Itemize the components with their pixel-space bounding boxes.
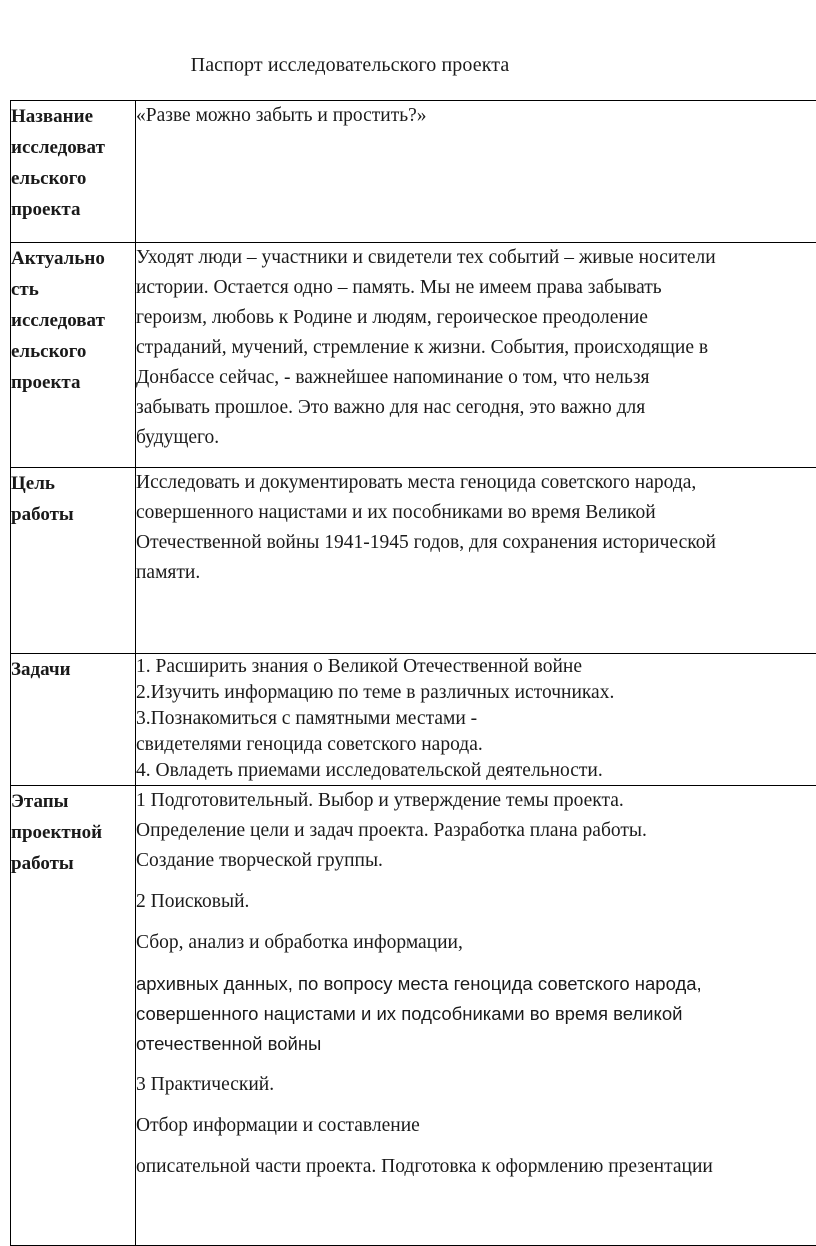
row-project-name [11,101,816,243]
value-relevance [136,243,816,468]
relevance-line: истории. Остается одно – память. Мы не имеем права забывать [136,273,816,303]
relevance-line: Донбассе сейчас, - важнейшее напоминание о том, что нельзя [136,363,816,393]
label-stages: Этапы проектной работы [11,786,136,1246]
task-item: 3.Познакомиться с памятными местами - [136,706,816,732]
stage-line: Отбор информации и составление [136,1111,816,1141]
row-stages [11,786,816,1246]
project-name-text: «Разве можно забыть и простить?» [136,101,816,131]
stage-line: Определение цели и задач проекта. Разработка плана работы. [136,816,816,846]
stage-line: описательной части проекта. Подготовка к оформлению презентации [136,1152,816,1182]
task-item: 1. Расширить знания о Великой Отечественной войне [136,654,816,680]
value-goal [136,468,816,654]
document-title: Паспорт исследовательского проекта [0,54,700,77]
row-goal [11,468,816,654]
goal-line: Исследовать и документировать места геноцида советского народа, [136,468,816,498]
stage-line: отечественной войны [136,1029,816,1059]
stage-line: Сбор, анализ и обработка информации, [136,928,816,958]
row-tasks [11,654,816,786]
label-tasks: Задачи [11,654,136,786]
stage-line: 3 Практический. [136,1070,816,1100]
goal-line: совершенного нацистами и их пособниками во время Великой [136,498,816,528]
task-item: свидетелями геноцида советского народа. [136,732,816,758]
relevance-line: забывать прошлое. Это важно для нас сегодня, это важно для [136,393,816,423]
label-goal: Цель работы [11,468,136,654]
stage-line: 2 Поисковый. [136,887,816,917]
label-relevance: Актуально сть исследоват ельского проекта [11,243,136,468]
label-project-name: Название исследоват ельского проекта [11,101,136,243]
stage-line: архивных данных, по вопросу места геноцида советского народа, [136,969,816,999]
stage-line: совершенного нацистами и их подсобниками во время великой [136,999,816,1029]
row-relevance [11,243,816,468]
task-item: 2.Изучить информацию по теме в различных источниках. [136,680,816,706]
value-tasks [136,654,816,786]
stage-line: 1 Подготовительный. Выбор и утверждение темы проекта. [136,786,816,816]
value-stages [136,786,816,1246]
project-passport-table [10,100,816,1246]
task-item: 4. Овладеть приемами исследовательской деятельности. [136,758,816,784]
goal-line: Отечественной войны 1941-1945 годов, для сохранения исторической [136,528,816,558]
relevance-line: страданий, мучений, стремление к жизни. События, происходящие в [136,333,816,363]
stage-line: Создание творческой группы. [136,846,816,876]
goal-line: памяти. [136,558,816,588]
relevance-line: Уходят люди – участники и свидетели тех событий – живые носители [136,243,816,273]
relevance-line: героизм, любовь к Родине и людям, героическое преодоление [136,303,816,333]
relevance-line: будущего. [136,423,816,453]
value-project-name [136,101,816,243]
